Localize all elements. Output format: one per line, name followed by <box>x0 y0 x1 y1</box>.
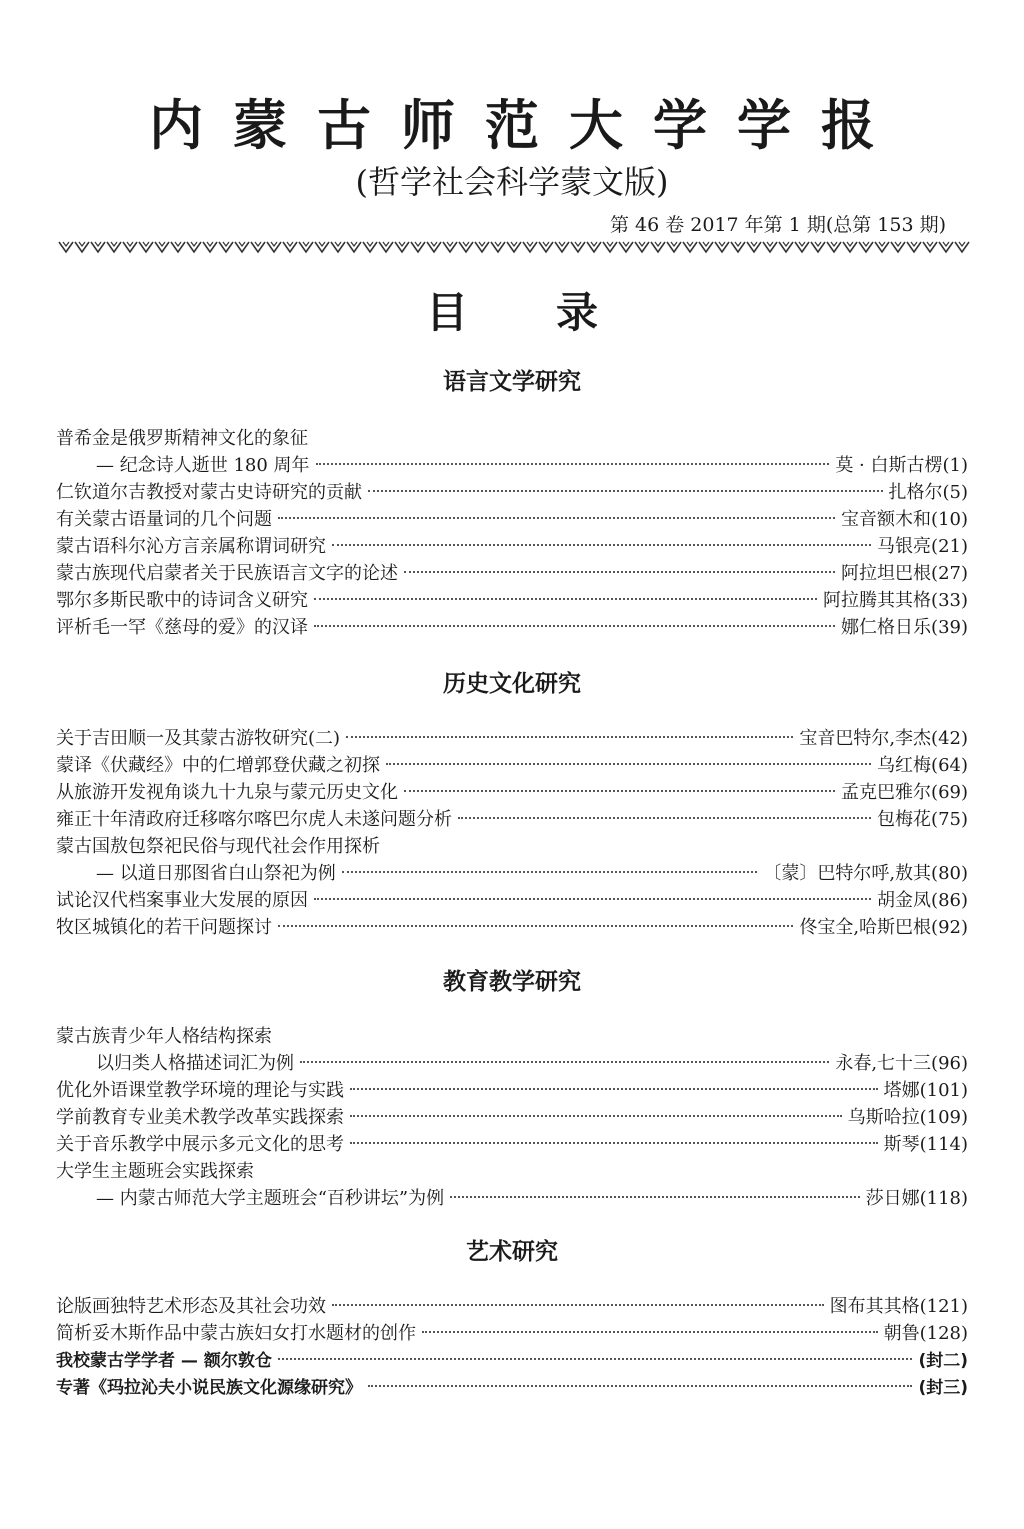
leader-dots <box>350 1142 878 1144</box>
toc-entry-author: 宝音额木和(10) <box>841 509 968 530</box>
toc-entry[interactable] <box>56 1132 968 1158</box>
toc-entry[interactable] <box>56 1321 968 1347</box>
toc-entry[interactable] <box>56 1105 968 1131</box>
toc-heading-char-1: 目 <box>425 288 468 337</box>
toc-entry-title: 雍正十年清政府迁移喀尔喀巴尔虎人未遂问题分析 <box>56 809 452 830</box>
toc-entry-title: 牧区城镇化的若干问题探讨 <box>56 917 272 938</box>
toc-entry-author: 娜仁格日乐(39) <box>841 617 968 638</box>
section-title-history-culture: 历史文化研究 <box>443 671 581 697</box>
toc-entry-author: (封二) <box>918 1351 968 1371</box>
toc-entry-title: 蒙古族现代启蒙者关于民族语言文字的论述 <box>56 563 398 584</box>
leader-dots <box>278 925 793 927</box>
toc-entry[interactable] <box>96 1186 968 1212</box>
toc-entry-title: 蒙古族青少年人格结构探索 <box>56 1026 272 1047</box>
toc-entry-title: 关于音乐教学中展示多元文化的思考 <box>56 1134 344 1155</box>
toc-entry[interactable] <box>56 588 968 614</box>
leader-dots <box>450 1196 859 1198</box>
issue-info: 第 46 卷 2017 年第 1 期(总第 153 期) <box>609 214 946 236</box>
leader-dots <box>404 790 835 792</box>
toc-entry-author: 〔蒙〕巴特尔呼,敖其(80) <box>763 863 968 884</box>
toc-entry-author: 莎日娜(118) <box>865 1188 968 1209</box>
toc-entry[interactable] <box>56 1078 968 1104</box>
toc-entry[interactable] <box>96 453 968 479</box>
toc-entry-author: 佟宝全,哈斯巴根(92) <box>799 917 968 938</box>
leader-dots <box>458 817 871 819</box>
journal-title: 内蒙古师范大学学报 <box>149 93 905 157</box>
toc-entry-title: 优化外语课堂教学环境的理论与实践 <box>56 1080 344 1101</box>
toc-entry-author: 乌红梅(64) <box>877 755 968 776</box>
toc-entry-author: 阿拉坦巴根(27) <box>841 563 968 584</box>
toc-heading <box>0 288 1024 338</box>
toc-entry-author: 孟克巴雅尔(69) <box>841 782 968 803</box>
toc-entry-title: 我校蒙古学学者 — 额尔敦仓 <box>56 1351 272 1371</box>
toc-entry-title: 学前教育专业美术教学改革实践探索 <box>56 1107 344 1128</box>
toc-entry-title: 大学生主题班会实践探索 <box>56 1161 254 1182</box>
toc-entry[interactable] <box>56 561 968 587</box>
toc-entry-title: 鄂尔多斯民歌中的诗词含义研究 <box>56 590 308 611</box>
leader-dots <box>422 1331 878 1333</box>
leader-dots <box>332 544 871 546</box>
journal-subtitle: (哲学社会科学蒙文版) <box>355 163 669 201</box>
leader-dots <box>300 1061 829 1063</box>
toc-entry[interactable] <box>56 753 968 779</box>
section-title-education-teaching: 教育教学研究 <box>443 969 581 995</box>
toc-entry-author: 斯琴(114) <box>883 1134 968 1155</box>
toc-entry-title: 简析妥木斯作品中蒙古族妇女打水题材的创作 <box>56 1323 416 1344</box>
leader-dots <box>342 871 758 873</box>
toc-entry-title: 蒙古语科尔沁方言亲属称谓词研究 <box>56 536 326 557</box>
toc-entry-title: 评析毛一罕《慈母的爱》的汉译 <box>56 617 308 638</box>
leader-dots <box>314 598 817 600</box>
toc-entry-title: 关于吉田顺一及其蒙古游牧研究(二) <box>56 728 341 749</box>
leader-dots <box>368 1385 912 1387</box>
toc-entry[interactable] <box>56 780 968 806</box>
toc-entry-author: 阿拉腾其其格(33) <box>823 590 968 611</box>
toc-entry[interactable] <box>56 1294 968 1320</box>
leader-dots <box>350 1088 878 1090</box>
leader-dots <box>350 1115 842 1117</box>
toc-entry-title: 有关蒙古语量词的几个问题 <box>56 509 272 530</box>
toc-entry-author: (封三) <box>918 1378 968 1398</box>
leader-dots <box>368 490 883 492</box>
toc-entry-author: 马银亮(21) <box>877 536 968 557</box>
toc-entry[interactable] <box>56 726 968 752</box>
leader-dots <box>316 463 830 465</box>
leader-dots <box>346 736 793 738</box>
toc-heading-char-2: 录 <box>556 288 599 337</box>
toc-entry-title: 试论汉代档案事业大发展的原因 <box>56 890 308 911</box>
leader-dots <box>278 517 835 519</box>
ornament-divider <box>58 238 970 256</box>
toc-entry[interactable] <box>56 615 968 641</box>
leader-dots <box>314 625 835 627</box>
toc-entry[interactable] <box>56 807 968 833</box>
toc-entry-author: 图布其其格(121) <box>829 1296 968 1317</box>
toc-entry-title: 普希金是俄罗斯精神文化的象征 <box>56 428 308 449</box>
leader-dots <box>278 1358 913 1360</box>
leader-dots <box>386 763 871 765</box>
toc-entry-title: 以归类人格描述词汇为例 <box>96 1053 294 1074</box>
toc-entry-author: 乌斯哈拉(109) <box>847 1107 968 1128</box>
toc-entry-title: 蒙古国敖包祭祀民俗与现代社会作用探析 <box>56 836 380 857</box>
leader-dots <box>332 1304 824 1306</box>
toc-entry-author: 莫 · 白斯古楞(1) <box>835 455 968 476</box>
toc-entry[interactable] <box>56 480 968 506</box>
toc-entry[interactable] <box>56 507 968 533</box>
section-title-art: 艺术研究 <box>466 1239 558 1265</box>
toc-entry[interactable] <box>56 1375 968 1401</box>
leader-dots <box>404 571 835 573</box>
toc-entry[interactable] <box>56 888 968 914</box>
toc-entry-title: 仁钦道尔吉教授对蒙古史诗研究的贡献 <box>56 482 362 503</box>
toc-entry-author: 胡金凤(86) <box>877 890 968 911</box>
toc-entry[interactable] <box>56 1348 968 1374</box>
toc-entry-title: 从旅游开发视角谈九十九泉与蒙元历史文化 <box>56 782 398 803</box>
toc-entry-author: 塔娜(101) <box>883 1080 968 1101</box>
toc-entry-title: 蒙译《伏藏经》中的仁增郭登伏藏之初探 <box>56 755 380 776</box>
toc-entry-author: 扎格尔(5) <box>888 482 968 503</box>
toc-entry-title: 论版画独特艺术形态及其社会功效 <box>56 1296 326 1317</box>
toc-entry-title: — 纪念诗人逝世 180 周年 <box>96 455 310 476</box>
toc-entry[interactable] <box>56 534 968 560</box>
toc-entry[interactable] <box>56 915 968 941</box>
toc-entry-author: 宝音巴特尔,李杰(42) <box>799 728 968 749</box>
toc-entry-author: 朝鲁(128) <box>883 1323 968 1344</box>
toc-entry-title: — 以道日那图省白山祭祀为例 <box>96 863 336 884</box>
toc-entry[interactable] <box>96 861 968 887</box>
toc-entry-title: — 内蒙古师范大学主题班会“百秒讲坛”为例 <box>96 1188 445 1209</box>
toc-entry[interactable] <box>96 1051 968 1077</box>
toc-entry-title: 专著《玛拉沁夫小说民族文化源缘研究》 <box>56 1378 362 1398</box>
toc-entry-author: 永春,七十三(96) <box>835 1053 968 1074</box>
toc-entry-author: 包梅花(75) <box>877 809 968 830</box>
leader-dots <box>314 898 871 900</box>
section-title-language-literature: 语言文学研究 <box>443 369 581 395</box>
